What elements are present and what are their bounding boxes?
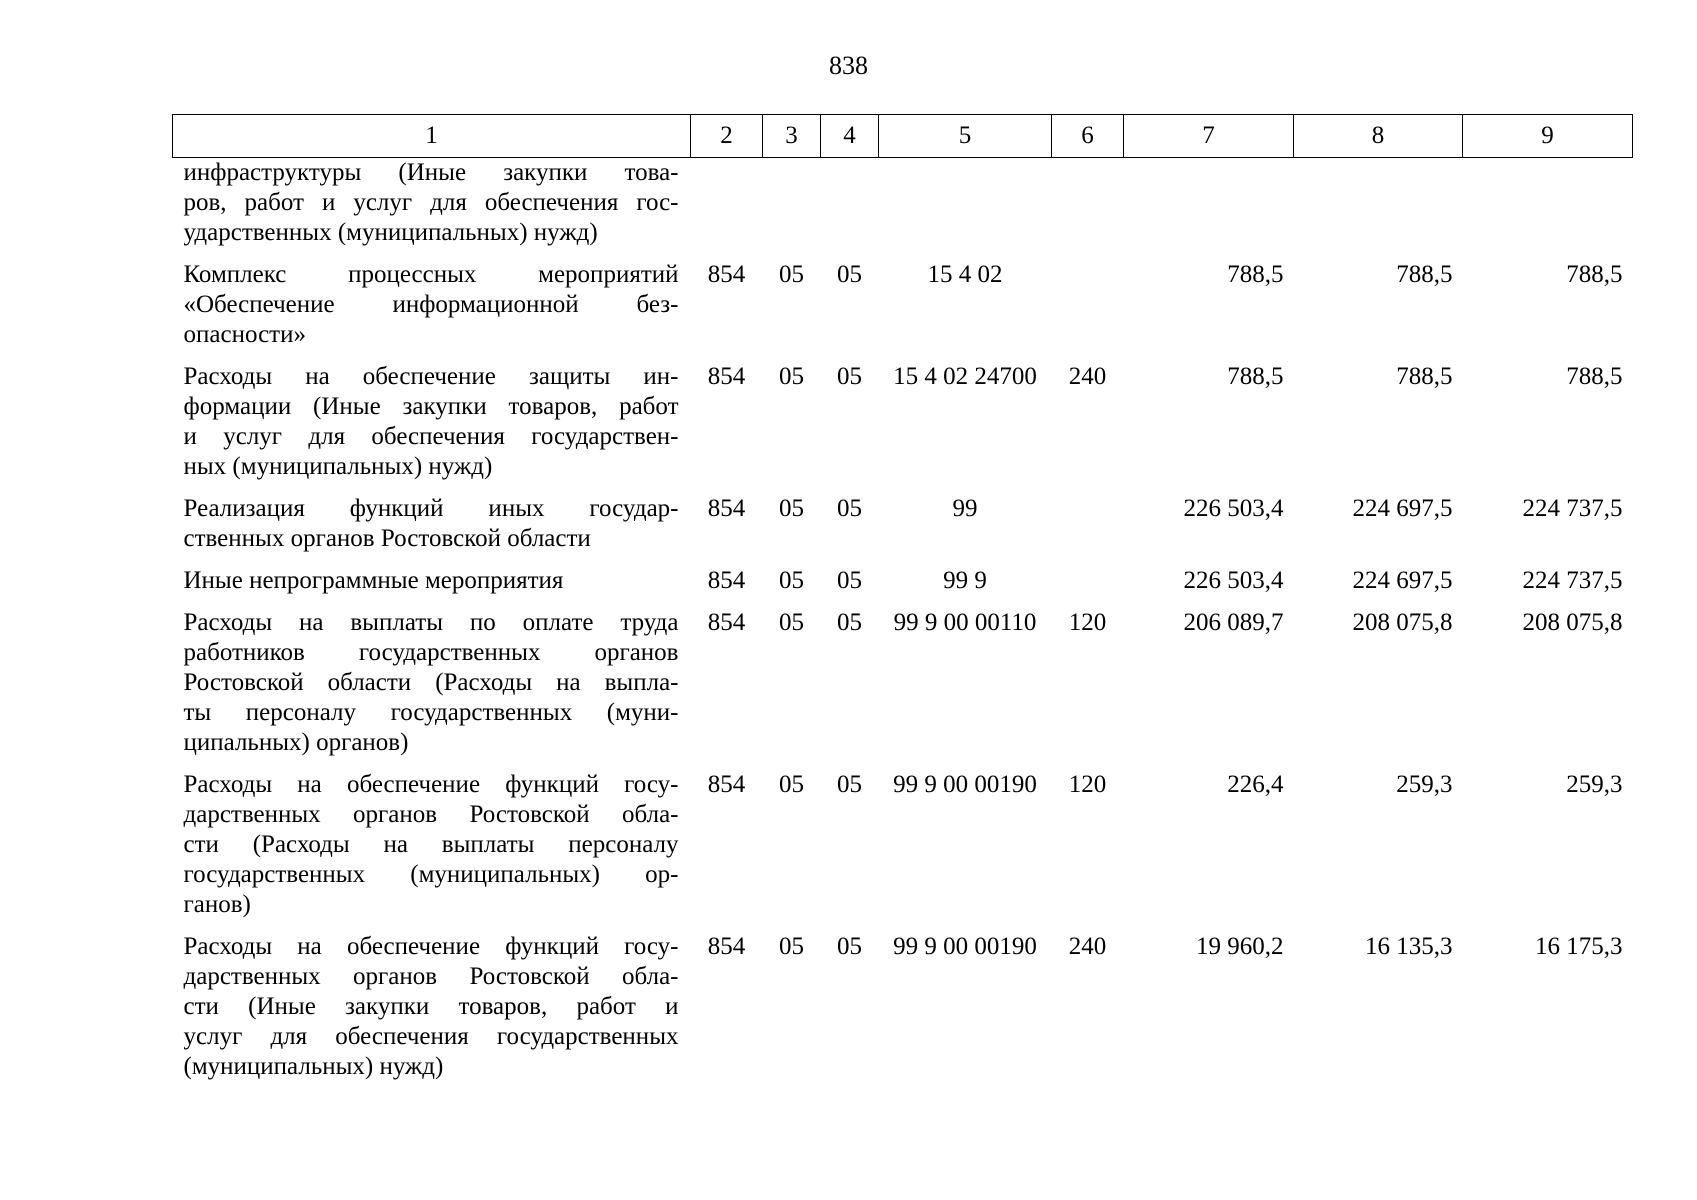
name-line: ных (муниципальных) нужд) [183,453,493,480]
cell-expense-type [1052,566,1124,608]
cell-target-article [879,158,1052,261]
cell-rz: 05 [779,261,804,288]
header-row [173,115,1633,158]
cell-rz: 05 [779,771,804,798]
cell-name [173,158,691,261]
cell-name [173,608,691,770]
name-line: ственных органов Ростовской области [183,525,591,552]
cell-name [173,260,691,362]
cell-expense-type: 240 [1068,363,1107,390]
cell-amount-3: 224 737,5 [1522,567,1623,594]
cell-name [173,770,691,932]
cell-expense-type: 120 [1068,771,1107,798]
page-number-container [0,50,1697,82]
budget-table [172,114,1633,1094]
cell-target-article: 15 4 02 [927,261,1003,288]
cell-target-article: 99 9 [943,567,987,594]
cell-amount-1: 19 960,2 [1196,933,1284,960]
name-line: Расходы на обеспечение защиты ин- [183,363,679,390]
cell-amount-3: 788,5 [1566,363,1623,390]
cell-target-article: 99 9 00 00110 [893,609,1037,636]
cell-expense-type [1052,260,1124,362]
name-line: государственных (муниципальных) ор- [183,861,679,888]
cell-ved: 854 [707,933,746,960]
name-line: ципальных) органов) [183,729,409,756]
name-line: дарственных органов Ростовской обла- [183,963,679,990]
cell-pr: 05 [837,609,862,636]
table-row [173,770,1633,932]
name-line: Иные непрограммные мероприятия [183,567,564,594]
header-col-5: 5 [879,115,1052,158]
name-line: «Обеспечение информационной без- [183,291,679,318]
page-number: 838 [829,51,868,80]
table-row [173,566,1633,608]
table-row [173,260,1633,362]
cell-target-article: 99 [952,495,978,522]
cell-amount-3: 208 075,8 [1522,609,1623,636]
cell-amount-1: 788,5 [1227,363,1284,390]
cell-ved: 854 [707,567,746,594]
cell-pr: 05 [837,495,862,522]
cell-expense-type: 120 [1068,609,1107,636]
cell-amount-1 [1124,158,1294,261]
cell-amount-2: 259,3 [1396,771,1453,798]
table-row [173,158,1633,261]
cell-ved: 854 [707,771,746,798]
cell-amount-1: 788,5 [1227,261,1284,288]
cell-amount-2: 788,5 [1396,261,1453,288]
cell-expense-type: 240 [1068,933,1107,960]
cell-ved: 854 [707,363,746,390]
cell-amount-2: 16 135,3 [1365,933,1453,960]
cell-rz: 05 [779,495,804,522]
table-row [173,362,1633,494]
name-line: формации (Иные закупки товаров, работ [183,393,679,420]
name-line: Реализация функций иных государ- [183,495,679,522]
cell-amount-1: 226 503,4 [1183,495,1284,522]
cell-pr: 05 [837,363,862,390]
cell-amount-3: 259,3 [1566,771,1623,798]
cell-amount-1: 206 089,7 [1183,609,1284,636]
name-line: Комплекс процессных мероприятий [183,261,679,288]
table-body [173,158,1633,1095]
cell-amount-2: 224 697,5 [1352,567,1453,594]
header-col-2: 2 [691,115,763,158]
cell-target-article: 15 4 02 24700 [893,363,1037,390]
name-line: опасности» [183,321,306,348]
name-line: дарственных органов Ростовской обла- [183,801,679,828]
table-header [173,115,1633,158]
table-row [173,494,1633,566]
name-line: ты персоналу государственных (муни- [183,699,679,726]
cell-name [173,932,691,1094]
cell-expense-type [1052,158,1124,261]
cell-ved: 854 [707,495,746,522]
header-col-3: 3 [763,115,821,158]
cell-rz: 05 [779,567,804,594]
table-row [173,932,1633,1094]
table-row [173,608,1633,770]
cell-rz: 05 [779,609,804,636]
cell-amount-3 [1463,158,1633,261]
cell-pr: 05 [837,933,862,960]
cell-amount-1: 226,4 [1227,771,1284,798]
cell-amount-3: 16 175,3 [1535,933,1623,960]
cell-expense-type [1052,494,1124,566]
header-col-7: 7 [1124,115,1294,158]
name-line: и услуг для обеспечения государствен- [183,423,679,450]
header-col-9: 9 [1463,115,1633,158]
name-line: Расходы на выплаты по оплате труда [183,609,679,636]
header-col-1: 1 [173,115,691,158]
cell-amount-2: 208 075,8 [1352,609,1453,636]
cell-amount-2 [1294,158,1463,261]
cell-name [173,494,691,566]
cell-ved [691,158,763,261]
name-line: ров, работ и услуг для обеспечения гос- [183,189,679,216]
cell-ved: 854 [707,609,746,636]
cell-name [173,362,691,494]
cell-name [173,566,691,608]
name-line: ганов) [183,891,251,918]
name-line: Расходы на обеспечение функций госу- [183,933,679,960]
header-col-6: 6 [1052,115,1124,158]
cell-amount-3: 224 737,5 [1522,495,1623,522]
name-line: (муниципальных) нужд) [183,1053,444,1080]
cell-amount-1: 226 503,4 [1183,567,1284,594]
cell-pr: 05 [837,567,862,594]
cell-amount-2: 788,5 [1396,363,1453,390]
cell-ved: 854 [707,261,746,288]
name-line: Ростовской области (Расходы на выпла- [183,669,679,696]
cell-amount-3: 788,5 [1566,261,1623,288]
cell-pr [821,158,879,261]
name-line: ударственных (муниципальных) нужд) [183,219,598,246]
name-line: услуг для обеспечения государственных [183,1023,679,1050]
cell-amount-2: 224 697,5 [1352,495,1453,522]
name-line: сти (Иные закупки товаров, работ и [183,993,679,1020]
header-col-4: 4 [821,115,879,158]
cell-pr: 05 [837,771,862,798]
cell-rz [763,158,821,261]
cell-target-article: 99 9 00 00190 [893,771,1037,798]
header-col-8: 8 [1294,115,1463,158]
cell-rz: 05 [779,933,804,960]
cell-rz: 05 [779,363,804,390]
cell-target-article: 99 9 00 00190 [893,933,1037,960]
name-line: Расходы на обеспечение функций госу- [183,771,679,798]
name-line: инфраструктуры (Иные закупки това- [183,159,679,186]
name-line: работников государственных органов [183,639,679,666]
cell-pr: 05 [837,261,862,288]
name-line: сти (Расходы на выплаты персоналу [183,831,679,858]
